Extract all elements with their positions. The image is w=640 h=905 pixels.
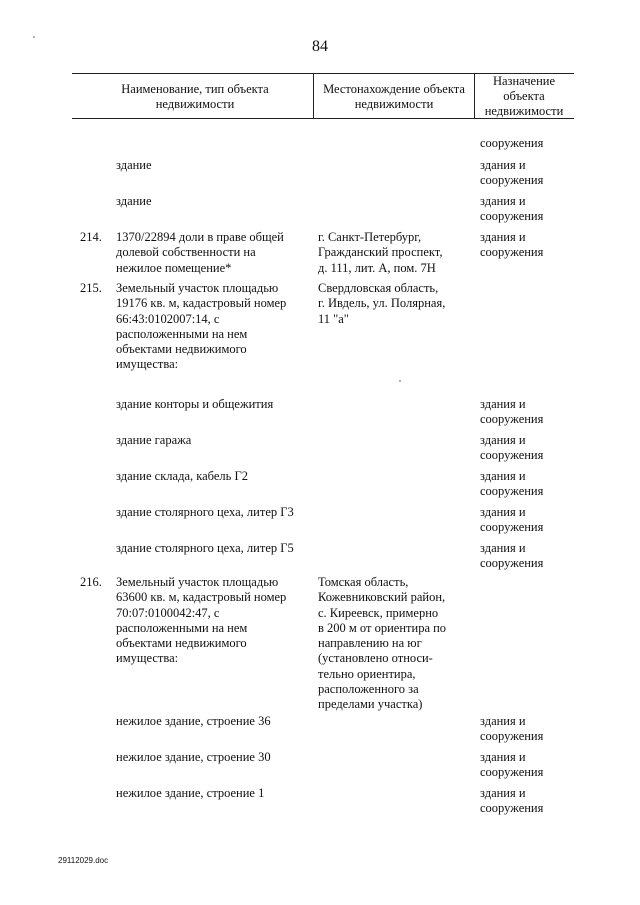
scan-speck xyxy=(33,36,35,38)
table-row-purpose: здания и сооружения xyxy=(480,505,544,535)
table-row-name: 1370/22894 доли в праве общей долевой собственности на нежилое помещение* xyxy=(116,230,284,275)
header-bottom-rule xyxy=(72,118,574,119)
table-row-name: нежилое здание, строение 1 xyxy=(116,786,265,800)
header-location: Местонахождение объекта недвижимости xyxy=(323,82,465,111)
table-row-purpose: здания и сооружения xyxy=(480,786,544,816)
table-row-purpose: здания и сооружения xyxy=(480,194,544,224)
table-row-purpose: здания и сооружения xyxy=(480,541,544,571)
table-row-name: Земельный участок площадью 19176 кв. м, кадастровый номер 66:43:0102007:14, с расположенными на нем объектами недвижимого имущества: xyxy=(116,281,287,372)
table-row-name: здание xyxy=(116,158,152,172)
table-row-purpose: здания и сооружения xyxy=(480,750,544,780)
page-number: 84 xyxy=(312,38,328,55)
table-row-purpose: сооружения xyxy=(480,136,544,150)
header-name: Наименование, тип объекта недвижимости xyxy=(121,82,269,111)
table-row-number: 214. xyxy=(80,230,102,244)
header-purpose: Назначение объекта недвижимости xyxy=(484,74,564,118)
table-row-name: здание склада, кабель Г2 xyxy=(116,469,248,483)
table-row-location: Томская область, Кожевниковский район, с. Киреевск, примерно в 200 м от ориентира по направлению на юг (установлено относи- тельно ориентира, расположенного за пределами участка) xyxy=(318,575,447,712)
table-row-name: здание столярного цеха, литер Г3 xyxy=(116,505,294,519)
table-row-name: здание xyxy=(116,194,152,208)
table-row-name: здание гаража xyxy=(116,433,192,447)
table-row-number: 215. xyxy=(80,281,102,295)
table-row-purpose: здания и сооружения xyxy=(480,433,544,463)
table-row-purpose: здания и сооружения xyxy=(480,469,544,499)
table-row-name: здание конторы и общежития xyxy=(116,397,274,411)
table-row-purpose: здания и сооружения xyxy=(480,714,544,744)
table-row-name: Земельный участок площадью 63600 кв. м, кадастровый номер 70:07:0100042:47, с расположенными на нем объектами недвижимого имущества: xyxy=(116,575,287,666)
table-row-purpose: здания и сооружения xyxy=(480,158,544,188)
table-row-name: нежилое здание, строение 30 xyxy=(116,750,271,764)
table-row-purpose: здания и сооружения xyxy=(480,397,544,427)
scan-speck xyxy=(399,380,401,382)
table-row-number: 216. xyxy=(80,575,102,589)
table-row-purpose: здания и сооружения xyxy=(480,230,544,260)
document-filename: 29112029.doc xyxy=(58,856,109,865)
table-row-name: нежилое здание, строение 36 xyxy=(116,714,271,728)
table-row-location: г. Санкт-Петербург, Гражданский проспект, д. 111, лит. А, пом. 7Н xyxy=(318,230,443,275)
table-row-name: здание столярного цеха, литер Г5 xyxy=(116,541,294,555)
table-row-location: Свердловская область, г. Ивдель, ул. Полярная, 11 "а" xyxy=(318,281,446,326)
